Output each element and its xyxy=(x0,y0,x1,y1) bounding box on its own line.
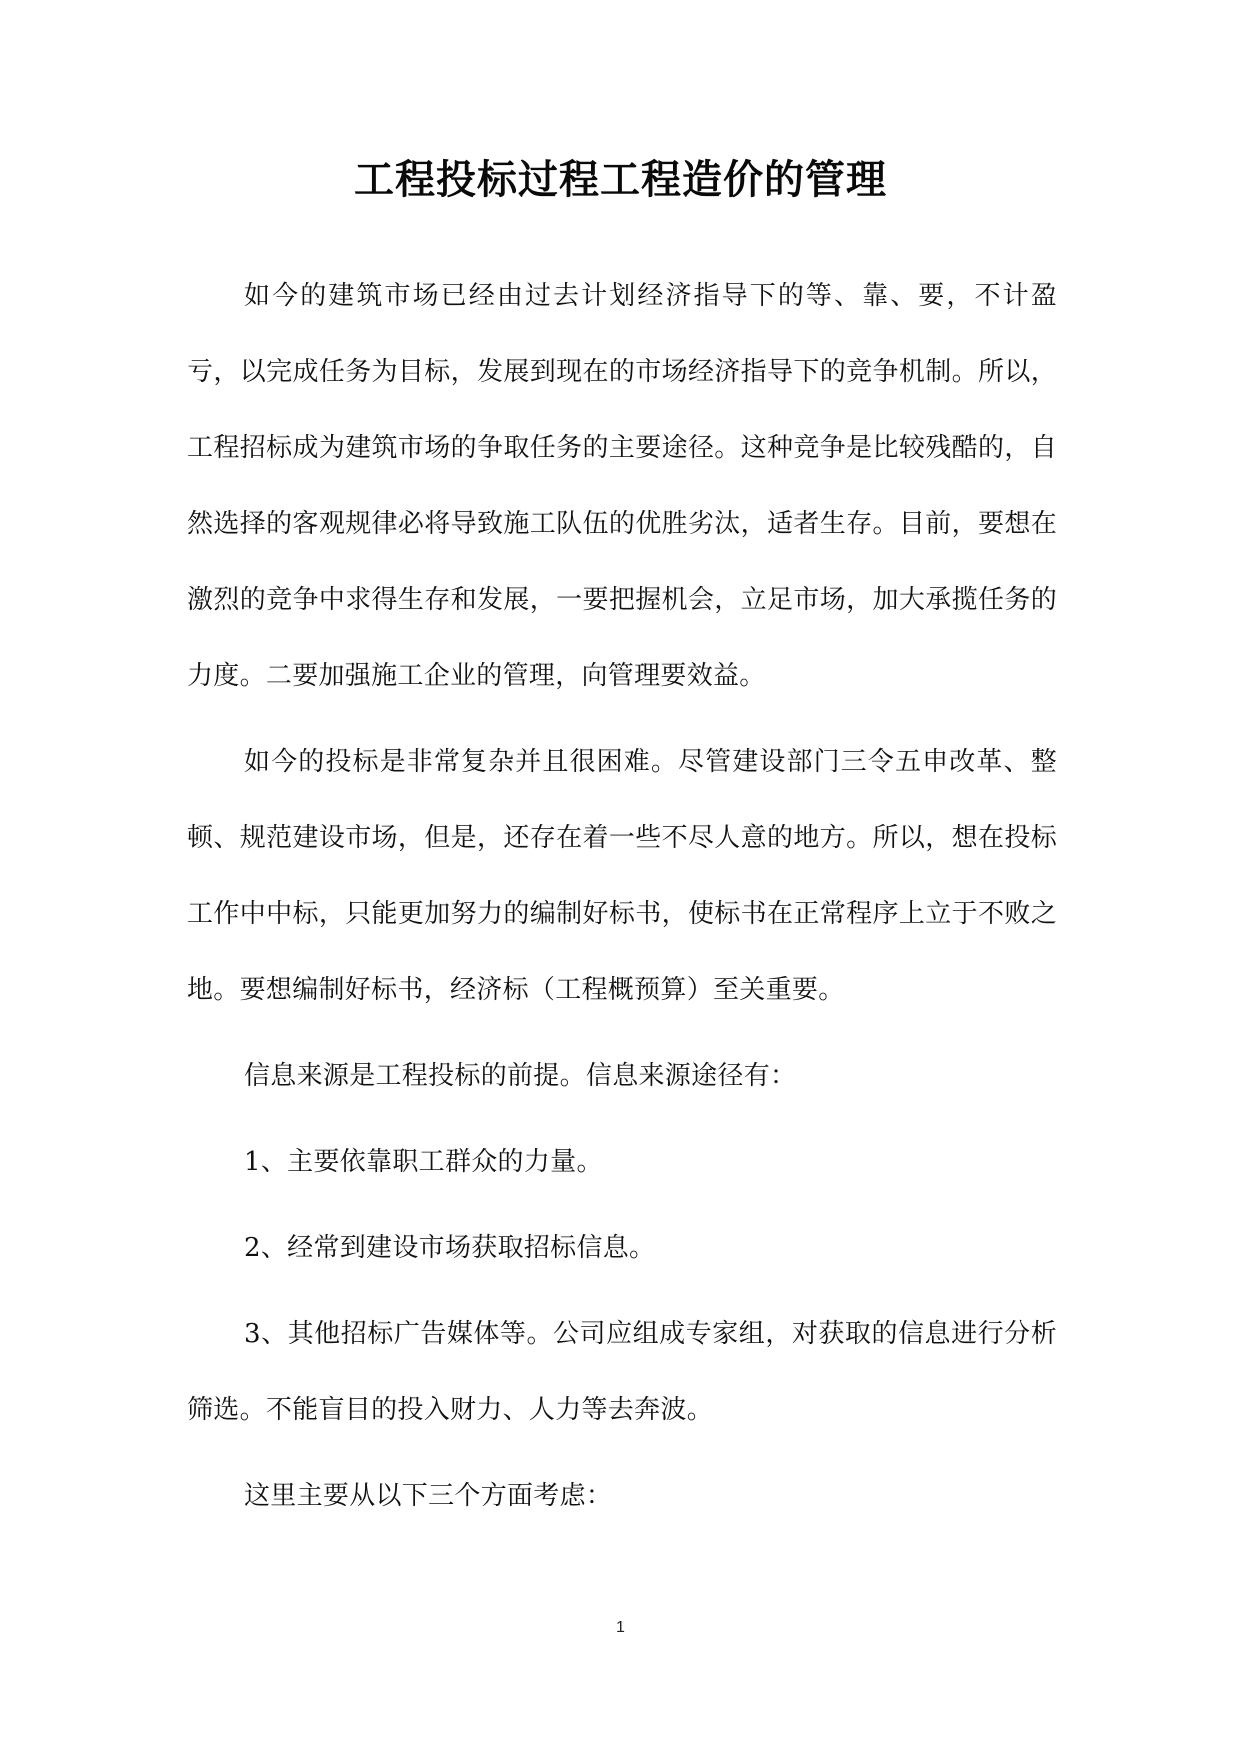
page-number: 1 xyxy=(616,1619,625,1636)
document-body xyxy=(187,258,1057,1544)
list-item: 3、其他招标广告媒体等。公司应组成专家组，对获取的信息进行分析筛选。不能盲目的投入财力、人力等去奔波。 xyxy=(187,1319,1057,1425)
paragraph: 这里主要从以下三个方面考虑： xyxy=(244,1481,613,1511)
paragraph: 如今的投标是非常复杂并且很困难。尽管建设部门三令五申改革、整顿、规范建设市场，但是，还存在着一些不尽人意的地方。所以，想在投标工作中中标，只能更加努力的编制好标书，使标书在正常程序上立于不败之地。要想编制好标书，经济标（工程概预算）至关重要。 xyxy=(187,747,1057,1005)
document-title: 工程投标过程工程造价的管理 xyxy=(354,156,887,203)
list-item: 1、主要依靠职工群众的力量。 xyxy=(244,1147,603,1177)
paragraph: 如今的建筑市场已经由过去计划经济指导下的等、靠、要，不计盈亏，以完成任务为目标，发展到现在的市场经济指导下的竞争机制。所以，工程招标成为建筑市场的争取任务的主要途径。这种竞争是比较残酷的，自然选择的客观规律必将导致施工队伍的优胜劣汰，适者生存。目前，要想在激烈的竞争中求得生存和发展，一要把握机会，立足市场，加大承揽任务的力度。二要加强施工企业的管理，向管理要效益。 xyxy=(187,281,1057,691)
paragraph: 信息来源是工程投标的前提。信息来源途径有： xyxy=(244,1061,797,1091)
list-item: 2、经常到建设市场获取招标信息。 xyxy=(244,1233,656,1263)
